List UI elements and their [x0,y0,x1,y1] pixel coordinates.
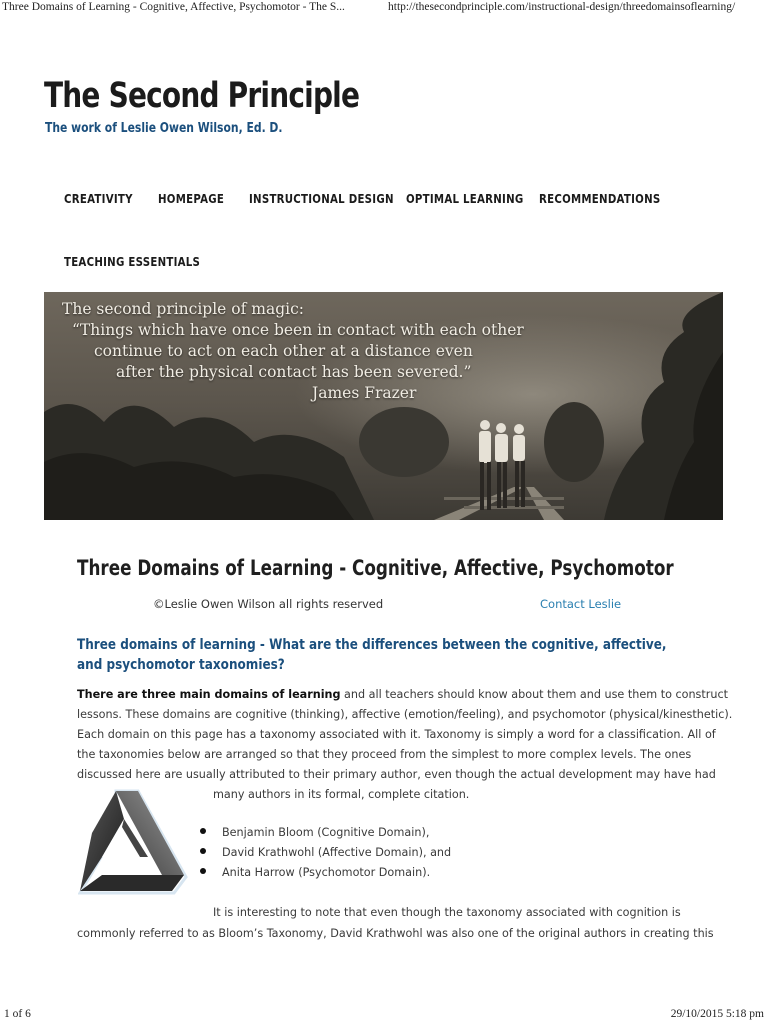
banner-quote-line-2: “Things which have once been in contact with each other [72,321,524,339]
banner-quote-line-4: after the physical contact has been severed.” [116,363,472,381]
print-header-url: http://thesecondprinciple.com/instructional-design/threedomainsoflearning/ [388,1,736,13]
list-item [200,866,430,879]
nav-item-optimal-learning[interactable]: OPTIMAL LEARNING [406,192,524,206]
paragraph-line-6: many authors in its formal, complete citation. [213,788,470,801]
nav-item-homepage[interactable]: HOMEPAGE [158,192,225,206]
contact-leslie-link[interactable]: Contact Leslie [540,597,622,611]
site-tagline: The work of Leslie Owen Wilson, Ed. D. [45,120,283,136]
paragraph2-line-1: It is interesting to note that even though the taxonomy associated with cognition is [213,906,681,919]
list-item [200,846,451,859]
list-item-label: Benjamin Bloom (Cognitive Domain), [222,826,430,839]
print-header-title: Three Domains of Learning - Cognitive, Affective, Psychomotor - The S... [2,1,345,13]
print-footer-date: 29/10/2015 5:18 pm [670,1008,764,1020]
penrose-triangle-image [78,785,188,897]
print-header [0,0,768,16]
nav-item-teaching-essentials[interactable]: TEACHING ESSENTIALS [64,255,201,269]
print-footer [0,1006,768,1024]
bullet-icon [200,828,206,834]
site-title[interactable]: The Second Principle [44,76,360,116]
nav-item-creativity[interactable]: CREATIVITY [64,192,133,206]
bullet-icon [200,868,206,874]
list-item [200,826,429,839]
intro-bold-text: There are three main domains of learning [77,688,341,701]
copyright-notice: ©Leslie Owen Wilson all rights reserved [153,597,384,611]
page-title: Three Domains of Learning - Cognitive, Affective, Psychomotor [77,556,674,580]
intro-rest-text: and all teachers should know about them and use them to construct [340,688,729,701]
list-item-label: Anita Harrow (Psychomotor Domain). [222,866,431,879]
paragraph-line-2: lessons. These domains are cognitive (thinking), affective (emotion/feeling), and psychomotor (physical/kinesthetic). [77,708,733,721]
header-banner-image [44,292,723,520]
paragraph2-line-2: commonly referred to as Bloom’s Taxonomy, David Krathwohl was also one of the original authors in creating this [77,927,714,940]
paragraph-line-5: discussed here are usually attributed to their primary author, even though the actual development may have had [77,768,716,781]
nav-item-recommendations[interactable]: RECOMMENDATIONS [539,192,661,206]
section-subheading: Three domains of learning - What are the differences between the cognitive, affective, and psychomotor taxonomies? [77,637,667,673]
print-footer-page-number: 1 of 6 [4,1008,31,1020]
banner-quote-attribution: James Frazer [312,384,417,402]
banner-quote-line-1: The second principle of magic: [62,300,304,318]
paragraph-line-1 [77,688,728,701]
banner-quote-line-3: continue to act on each other at a distance even [94,342,473,360]
list-item-label: David Krathwohl (Affective Domain), and [222,846,452,859]
bullet-icon [200,848,206,854]
paragraph-line-3: Each domain on this page has a taxonomy associated with it. Taxonomy is simply a word for a classification. All of [77,728,716,741]
nav-item-instructional-design[interactable]: INSTRUCTIONAL DESIGN [249,192,394,206]
paragraph-line-4: the taxonomies below are arranged so that they proceed from the simplest to more complex levels. The ones [77,748,692,761]
